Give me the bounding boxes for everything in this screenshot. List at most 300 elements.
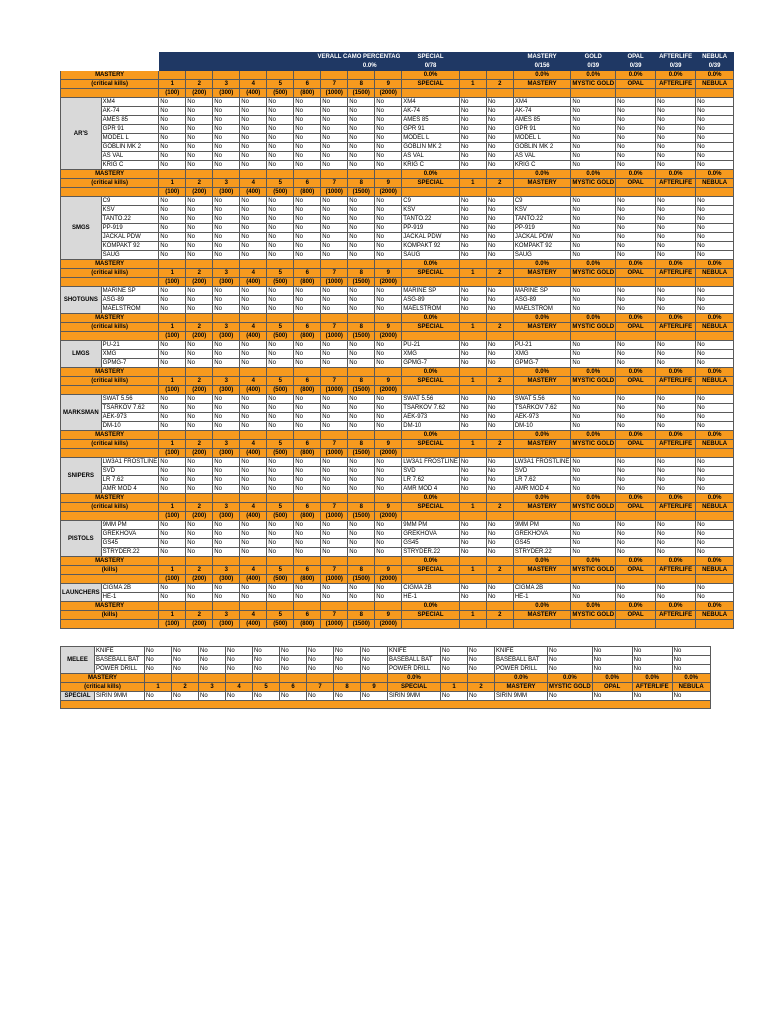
- tier-checkbox[interactable]: No: [213, 476, 240, 485]
- tier-checkbox[interactable]: No: [240, 521, 267, 530]
- tier-checkbox[interactable]: No: [348, 197, 375, 206]
- special-2-checkbox[interactable]: No: [486, 341, 513, 350]
- afterlife-checkbox[interactable]: No: [656, 197, 696, 206]
- tier-checkbox[interactable]: No: [267, 467, 294, 476]
- tier-checkbox[interactable]: No: [159, 458, 186, 467]
- tier-checkbox[interactable]: No: [294, 98, 321, 107]
- afterlife-checkbox[interactable]: No: [656, 98, 696, 107]
- special-1-checkbox[interactable]: No: [459, 305, 486, 314]
- afterlife-checkbox[interactable]: No: [656, 134, 696, 143]
- tier-checkbox[interactable]: No: [294, 476, 321, 485]
- tier-checkbox[interactable]: No: [159, 206, 186, 215]
- tier-checkbox[interactable]: No: [145, 692, 172, 701]
- tier-checkbox[interactable]: No: [213, 404, 240, 413]
- tier-checkbox[interactable]: No: [145, 647, 172, 656]
- tier-checkbox[interactable]: No: [294, 413, 321, 422]
- nebula-checkbox[interactable]: No: [696, 476, 734, 485]
- special-2-checkbox[interactable]: No: [486, 125, 513, 134]
- special-2-checkbox[interactable]: No: [468, 647, 495, 656]
- special-2-checkbox[interactable]: No: [486, 467, 513, 476]
- gold-checkbox[interactable]: No: [548, 665, 593, 674]
- special-2-checkbox[interactable]: No: [486, 593, 513, 602]
- special-1-checkbox[interactable]: No: [459, 485, 486, 494]
- opal-checkbox[interactable]: No: [616, 521, 656, 530]
- tier-checkbox[interactable]: No: [375, 422, 402, 431]
- special-1-checkbox[interactable]: No: [441, 656, 468, 665]
- tier-checkbox[interactable]: No: [240, 107, 267, 116]
- opal-checkbox[interactable]: No: [616, 296, 656, 305]
- tier-checkbox[interactable]: No: [186, 161, 213, 170]
- nebula-checkbox[interactable]: No: [696, 584, 734, 593]
- tier-checkbox[interactable]: No: [321, 134, 348, 143]
- tier-checkbox[interactable]: No: [321, 305, 348, 314]
- tier-checkbox[interactable]: No: [213, 395, 240, 404]
- tier-checkbox[interactable]: No: [321, 161, 348, 170]
- tier-checkbox[interactable]: No: [186, 584, 213, 593]
- tier-checkbox[interactable]: No: [186, 476, 213, 485]
- tier-checkbox[interactable]: No: [240, 341, 267, 350]
- afterlife-checkbox[interactable]: No: [656, 233, 696, 242]
- opal-checkbox[interactable]: No: [616, 341, 656, 350]
- tier-checkbox[interactable]: No: [186, 233, 213, 242]
- tier-checkbox[interactable]: No: [294, 350, 321, 359]
- tier-checkbox[interactable]: No: [159, 224, 186, 233]
- gold-checkbox[interactable]: No: [571, 341, 616, 350]
- tier-checkbox[interactable]: No: [240, 584, 267, 593]
- tier-checkbox[interactable]: No: [240, 224, 267, 233]
- tier-checkbox[interactable]: No: [267, 233, 294, 242]
- tier-checkbox[interactable]: No: [240, 98, 267, 107]
- tier-checkbox[interactable]: No: [321, 404, 348, 413]
- tier-checkbox[interactable]: No: [159, 530, 186, 539]
- gold-checkbox[interactable]: No: [571, 395, 616, 404]
- afterlife-checkbox[interactable]: No: [656, 485, 696, 494]
- tier-checkbox[interactable]: No: [348, 242, 375, 251]
- tier-checkbox[interactable]: No: [213, 251, 240, 260]
- special-2-checkbox[interactable]: No: [486, 458, 513, 467]
- tier-checkbox[interactable]: No: [172, 647, 199, 656]
- tier-checkbox[interactable]: No: [159, 161, 186, 170]
- special-2-checkbox[interactable]: No: [486, 197, 513, 206]
- nebula-checkbox[interactable]: No: [696, 422, 734, 431]
- nebula-checkbox[interactable]: No: [696, 359, 734, 368]
- nebula-checkbox[interactable]: No: [696, 233, 734, 242]
- tier-checkbox[interactable]: No: [213, 593, 240, 602]
- tier-checkbox[interactable]: No: [375, 107, 402, 116]
- tier-checkbox[interactable]: No: [159, 107, 186, 116]
- special-1-checkbox[interactable]: No: [459, 134, 486, 143]
- tier-checkbox[interactable]: No: [375, 404, 402, 413]
- tier-checkbox[interactable]: No: [348, 134, 375, 143]
- tier-checkbox[interactable]: No: [213, 125, 240, 134]
- special-2-checkbox[interactable]: No: [486, 152, 513, 161]
- opal-checkbox[interactable]: No: [616, 413, 656, 422]
- tier-checkbox[interactable]: No: [240, 404, 267, 413]
- tier-checkbox[interactable]: No: [253, 692, 280, 701]
- afterlife-checkbox[interactable]: No: [632, 656, 672, 665]
- tier-checkbox[interactable]: No: [375, 152, 402, 161]
- tier-checkbox[interactable]: No: [186, 467, 213, 476]
- tier-checkbox[interactable]: No: [348, 116, 375, 125]
- gold-checkbox[interactable]: No: [571, 125, 616, 134]
- tier-checkbox[interactable]: No: [375, 251, 402, 260]
- tier-checkbox[interactable]: No: [294, 206, 321, 215]
- tier-checkbox[interactable]: No: [348, 467, 375, 476]
- tier-checkbox[interactable]: No: [267, 305, 294, 314]
- special-1-checkbox[interactable]: No: [459, 224, 486, 233]
- tier-checkbox[interactable]: No: [375, 521, 402, 530]
- tier-checkbox[interactable]: No: [294, 548, 321, 557]
- gold-checkbox[interactable]: No: [548, 692, 593, 701]
- tier-checkbox[interactable]: No: [186, 404, 213, 413]
- opal-checkbox[interactable]: No: [616, 107, 656, 116]
- tier-checkbox[interactable]: No: [213, 215, 240, 224]
- tier-checkbox[interactable]: No: [159, 548, 186, 557]
- tier-checkbox[interactable]: No: [321, 296, 348, 305]
- afterlife-checkbox[interactable]: No: [656, 305, 696, 314]
- tier-checkbox[interactable]: No: [375, 242, 402, 251]
- opal-checkbox[interactable]: No: [616, 548, 656, 557]
- special-2-checkbox[interactable]: No: [486, 305, 513, 314]
- tier-checkbox[interactable]: No: [240, 161, 267, 170]
- special-1-checkbox[interactable]: No: [459, 404, 486, 413]
- tier-checkbox[interactable]: No: [186, 215, 213, 224]
- special-1-checkbox[interactable]: No: [459, 116, 486, 125]
- special-1-checkbox[interactable]: No: [459, 350, 486, 359]
- tier-checkbox[interactable]: No: [348, 287, 375, 296]
- tier-checkbox[interactable]: No: [186, 98, 213, 107]
- special-2-checkbox[interactable]: No: [486, 530, 513, 539]
- tier-checkbox[interactable]: No: [226, 656, 253, 665]
- tier-checkbox[interactable]: No: [375, 530, 402, 539]
- tier-checkbox[interactable]: No: [186, 539, 213, 548]
- tier-checkbox[interactable]: No: [348, 296, 375, 305]
- gold-checkbox[interactable]: No: [571, 422, 616, 431]
- opal-checkbox[interactable]: No: [616, 197, 656, 206]
- afterlife-checkbox[interactable]: No: [656, 404, 696, 413]
- special-1-checkbox[interactable]: No: [459, 233, 486, 242]
- special-1-checkbox[interactable]: No: [459, 413, 486, 422]
- tier-checkbox[interactable]: No: [375, 395, 402, 404]
- afterlife-checkbox[interactable]: No: [656, 422, 696, 431]
- tier-checkbox[interactable]: No: [294, 296, 321, 305]
- tier-checkbox[interactable]: No: [375, 197, 402, 206]
- opal-checkbox[interactable]: No: [616, 125, 656, 134]
- nebula-checkbox[interactable]: No: [696, 107, 734, 116]
- tier-checkbox[interactable]: No: [213, 305, 240, 314]
- tier-checkbox[interactable]: No: [213, 296, 240, 305]
- afterlife-checkbox[interactable]: No: [656, 206, 696, 215]
- gold-checkbox[interactable]: No: [571, 215, 616, 224]
- tier-checkbox[interactable]: No: [159, 152, 186, 161]
- tier-checkbox[interactable]: No: [159, 215, 186, 224]
- tier-checkbox[interactable]: No: [348, 206, 375, 215]
- tier-checkbox[interactable]: No: [294, 530, 321, 539]
- special-2-checkbox[interactable]: No: [486, 287, 513, 296]
- tier-checkbox[interactable]: No: [172, 656, 199, 665]
- tier-checkbox[interactable]: No: [321, 224, 348, 233]
- tier-checkbox[interactable]: No: [253, 647, 280, 656]
- tier-checkbox[interactable]: No: [375, 134, 402, 143]
- tier-checkbox[interactable]: No: [267, 296, 294, 305]
- tier-checkbox[interactable]: No: [294, 197, 321, 206]
- tier-checkbox[interactable]: No: [348, 359, 375, 368]
- tier-checkbox[interactable]: No: [321, 476, 348, 485]
- nebula-checkbox[interactable]: No: [672, 656, 710, 665]
- tier-checkbox[interactable]: No: [267, 134, 294, 143]
- tier-checkbox[interactable]: No: [267, 413, 294, 422]
- special-2-checkbox[interactable]: No: [486, 413, 513, 422]
- tier-checkbox[interactable]: No: [348, 350, 375, 359]
- tier-checkbox[interactable]: No: [159, 467, 186, 476]
- afterlife-checkbox[interactable]: No: [656, 107, 696, 116]
- tier-checkbox[interactable]: No: [348, 584, 375, 593]
- opal-checkbox[interactable]: No: [616, 251, 656, 260]
- opal-checkbox[interactable]: No: [616, 134, 656, 143]
- special-2-checkbox[interactable]: No: [486, 143, 513, 152]
- special-1-checkbox[interactable]: No: [459, 287, 486, 296]
- tier-checkbox[interactable]: No: [240, 242, 267, 251]
- nebula-checkbox[interactable]: No: [672, 665, 710, 674]
- tier-checkbox[interactable]: No: [267, 359, 294, 368]
- nebula-checkbox[interactable]: No: [696, 242, 734, 251]
- nebula-checkbox[interactable]: No: [696, 125, 734, 134]
- tier-checkbox[interactable]: No: [159, 233, 186, 242]
- tier-checkbox[interactable]: No: [348, 539, 375, 548]
- special-1-checkbox[interactable]: No: [459, 548, 486, 557]
- tier-checkbox[interactable]: No: [348, 476, 375, 485]
- afterlife-checkbox[interactable]: No: [656, 530, 696, 539]
- tier-checkbox[interactable]: No: [159, 296, 186, 305]
- special-1-checkbox[interactable]: No: [459, 251, 486, 260]
- tier-checkbox[interactable]: No: [213, 539, 240, 548]
- special-2-checkbox[interactable]: No: [486, 161, 513, 170]
- nebula-checkbox[interactable]: No: [696, 341, 734, 350]
- tier-checkbox[interactable]: No: [321, 341, 348, 350]
- tier-checkbox[interactable]: No: [294, 341, 321, 350]
- tier-checkbox[interactable]: No: [267, 152, 294, 161]
- tier-checkbox[interactable]: No: [375, 143, 402, 152]
- tier-checkbox[interactable]: No: [348, 161, 375, 170]
- tier-checkbox[interactable]: No: [348, 233, 375, 242]
- tier-checkbox[interactable]: No: [294, 305, 321, 314]
- tier-checkbox[interactable]: No: [348, 422, 375, 431]
- afterlife-checkbox[interactable]: No: [656, 287, 696, 296]
- tier-checkbox[interactable]: No: [348, 593, 375, 602]
- special-2-checkbox[interactable]: No: [468, 692, 495, 701]
- tier-checkbox[interactable]: No: [267, 530, 294, 539]
- tier-checkbox[interactable]: No: [226, 647, 253, 656]
- afterlife-checkbox[interactable]: No: [656, 224, 696, 233]
- tier-checkbox[interactable]: No: [267, 125, 294, 134]
- tier-checkbox[interactable]: No: [159, 404, 186, 413]
- nebula-checkbox[interactable]: No: [696, 458, 734, 467]
- opal-checkbox[interactable]: No: [616, 584, 656, 593]
- tier-checkbox[interactable]: No: [321, 530, 348, 539]
- tier-checkbox[interactable]: No: [294, 215, 321, 224]
- afterlife-checkbox[interactable]: No: [656, 296, 696, 305]
- gold-checkbox[interactable]: No: [571, 242, 616, 251]
- nebula-checkbox[interactable]: No: [696, 530, 734, 539]
- tier-checkbox[interactable]: No: [159, 125, 186, 134]
- gold-checkbox[interactable]: No: [571, 593, 616, 602]
- afterlife-checkbox[interactable]: No: [656, 521, 696, 530]
- tier-checkbox[interactable]: No: [240, 593, 267, 602]
- tier-checkbox[interactable]: No: [186, 197, 213, 206]
- afterlife-checkbox[interactable]: No: [656, 116, 696, 125]
- gold-checkbox[interactable]: No: [571, 152, 616, 161]
- tier-checkbox[interactable]: No: [240, 539, 267, 548]
- tier-checkbox[interactable]: No: [375, 296, 402, 305]
- tier-checkbox[interactable]: No: [213, 152, 240, 161]
- gold-checkbox[interactable]: No: [571, 98, 616, 107]
- tier-checkbox[interactable]: No: [240, 350, 267, 359]
- nebula-checkbox[interactable]: No: [696, 152, 734, 161]
- tier-checkbox[interactable]: No: [213, 485, 240, 494]
- gold-checkbox[interactable]: No: [571, 359, 616, 368]
- gold-checkbox[interactable]: No: [571, 233, 616, 242]
- tier-checkbox[interactable]: No: [334, 665, 361, 674]
- special-2-checkbox[interactable]: No: [486, 134, 513, 143]
- opal-checkbox[interactable]: No: [592, 647, 632, 656]
- tier-checkbox[interactable]: No: [280, 665, 307, 674]
- tier-checkbox[interactable]: No: [186, 530, 213, 539]
- tier-checkbox[interactable]: No: [213, 161, 240, 170]
- tier-checkbox[interactable]: No: [321, 116, 348, 125]
- tier-checkbox[interactable]: No: [294, 242, 321, 251]
- tier-checkbox[interactable]: No: [240, 233, 267, 242]
- special-1-checkbox[interactable]: No: [459, 593, 486, 602]
- tier-checkbox[interactable]: No: [267, 143, 294, 152]
- special-1-checkbox[interactable]: No: [459, 584, 486, 593]
- tier-checkbox[interactable]: No: [294, 233, 321, 242]
- gold-checkbox[interactable]: No: [571, 107, 616, 116]
- special-2-checkbox[interactable]: No: [486, 548, 513, 557]
- tier-checkbox[interactable]: No: [321, 98, 348, 107]
- tier-checkbox[interactable]: No: [226, 692, 253, 701]
- opal-checkbox[interactable]: No: [616, 233, 656, 242]
- gold-checkbox[interactable]: No: [571, 458, 616, 467]
- tier-checkbox[interactable]: No: [159, 197, 186, 206]
- nebula-checkbox[interactable]: No: [672, 647, 710, 656]
- opal-checkbox[interactable]: No: [616, 359, 656, 368]
- tier-checkbox[interactable]: No: [321, 233, 348, 242]
- tier-checkbox[interactable]: No: [186, 251, 213, 260]
- tier-checkbox[interactable]: No: [334, 647, 361, 656]
- gold-checkbox[interactable]: No: [571, 224, 616, 233]
- tier-checkbox[interactable]: No: [226, 665, 253, 674]
- afterlife-checkbox[interactable]: No: [632, 692, 672, 701]
- tier-checkbox[interactable]: No: [159, 143, 186, 152]
- special-1-checkbox[interactable]: No: [459, 215, 486, 224]
- tier-checkbox[interactable]: No: [348, 458, 375, 467]
- nebula-checkbox[interactable]: No: [696, 395, 734, 404]
- tier-checkbox[interactable]: No: [375, 341, 402, 350]
- tier-checkbox[interactable]: No: [267, 521, 294, 530]
- tier-checkbox[interactable]: No: [280, 647, 307, 656]
- tier-checkbox[interactable]: No: [375, 476, 402, 485]
- tier-checkbox[interactable]: No: [280, 692, 307, 701]
- opal-checkbox[interactable]: No: [616, 350, 656, 359]
- tier-checkbox[interactable]: No: [321, 413, 348, 422]
- special-2-checkbox[interactable]: No: [468, 665, 495, 674]
- special-2-checkbox[interactable]: No: [486, 233, 513, 242]
- tier-checkbox[interactable]: No: [307, 692, 334, 701]
- special-1-checkbox[interactable]: No: [459, 521, 486, 530]
- nebula-checkbox[interactable]: No: [696, 593, 734, 602]
- afterlife-checkbox[interactable]: No: [656, 359, 696, 368]
- tier-checkbox[interactable]: No: [375, 350, 402, 359]
- special-1-checkbox[interactable]: No: [459, 125, 486, 134]
- tier-checkbox[interactable]: No: [240, 206, 267, 215]
- tier-checkbox[interactable]: No: [375, 584, 402, 593]
- tier-checkbox[interactable]: No: [361, 647, 388, 656]
- special-1-checkbox[interactable]: No: [459, 161, 486, 170]
- tier-checkbox[interactable]: No: [159, 251, 186, 260]
- tier-checkbox[interactable]: No: [199, 647, 226, 656]
- tier-checkbox[interactable]: No: [240, 287, 267, 296]
- tier-checkbox[interactable]: No: [240, 125, 267, 134]
- gold-checkbox[interactable]: No: [571, 476, 616, 485]
- special-1-checkbox[interactable]: No: [459, 242, 486, 251]
- tier-checkbox[interactable]: No: [348, 152, 375, 161]
- tier-checkbox[interactable]: No: [267, 197, 294, 206]
- special-1-checkbox[interactable]: No: [459, 530, 486, 539]
- tier-checkbox[interactable]: No: [321, 539, 348, 548]
- tier-checkbox[interactable]: No: [321, 143, 348, 152]
- tier-checkbox[interactable]: No: [294, 539, 321, 548]
- special-1-checkbox[interactable]: No: [459, 107, 486, 116]
- tier-checkbox[interactable]: No: [159, 476, 186, 485]
- tier-checkbox[interactable]: No: [307, 647, 334, 656]
- tier-checkbox[interactable]: No: [240, 458, 267, 467]
- gold-checkbox[interactable]: No: [571, 350, 616, 359]
- tier-checkbox[interactable]: No: [375, 98, 402, 107]
- afterlife-checkbox[interactable]: No: [656, 539, 696, 548]
- tier-checkbox[interactable]: No: [186, 458, 213, 467]
- tier-checkbox[interactable]: No: [267, 548, 294, 557]
- tier-checkbox[interactable]: No: [240, 548, 267, 557]
- tier-checkbox[interactable]: No: [294, 467, 321, 476]
- afterlife-checkbox[interactable]: No: [656, 413, 696, 422]
- tier-checkbox[interactable]: No: [361, 692, 388, 701]
- opal-checkbox[interactable]: No: [616, 152, 656, 161]
- tier-checkbox[interactable]: No: [348, 413, 375, 422]
- opal-checkbox[interactable]: No: [616, 395, 656, 404]
- nebula-checkbox[interactable]: No: [696, 215, 734, 224]
- tier-checkbox[interactable]: No: [159, 287, 186, 296]
- tier-checkbox[interactable]: No: [240, 152, 267, 161]
- opal-checkbox[interactable]: No: [616, 206, 656, 215]
- tier-checkbox[interactable]: No: [375, 233, 402, 242]
- tier-checkbox[interactable]: No: [186, 296, 213, 305]
- nebula-checkbox[interactable]: No: [696, 296, 734, 305]
- gold-checkbox[interactable]: No: [571, 521, 616, 530]
- tier-checkbox[interactable]: No: [267, 215, 294, 224]
- tier-checkbox[interactable]: No: [294, 152, 321, 161]
- tier-checkbox[interactable]: No: [348, 143, 375, 152]
- tier-checkbox[interactable]: No: [294, 134, 321, 143]
- tier-checkbox[interactable]: No: [145, 656, 172, 665]
- opal-checkbox[interactable]: No: [616, 485, 656, 494]
- afterlife-checkbox[interactable]: No: [656, 350, 696, 359]
- tier-checkbox[interactable]: No: [375, 539, 402, 548]
- opal-checkbox[interactable]: No: [592, 665, 632, 674]
- tier-checkbox[interactable]: No: [267, 107, 294, 116]
- afterlife-checkbox[interactable]: No: [656, 251, 696, 260]
- tier-checkbox[interactable]: No: [294, 584, 321, 593]
- gold-checkbox[interactable]: No: [571, 305, 616, 314]
